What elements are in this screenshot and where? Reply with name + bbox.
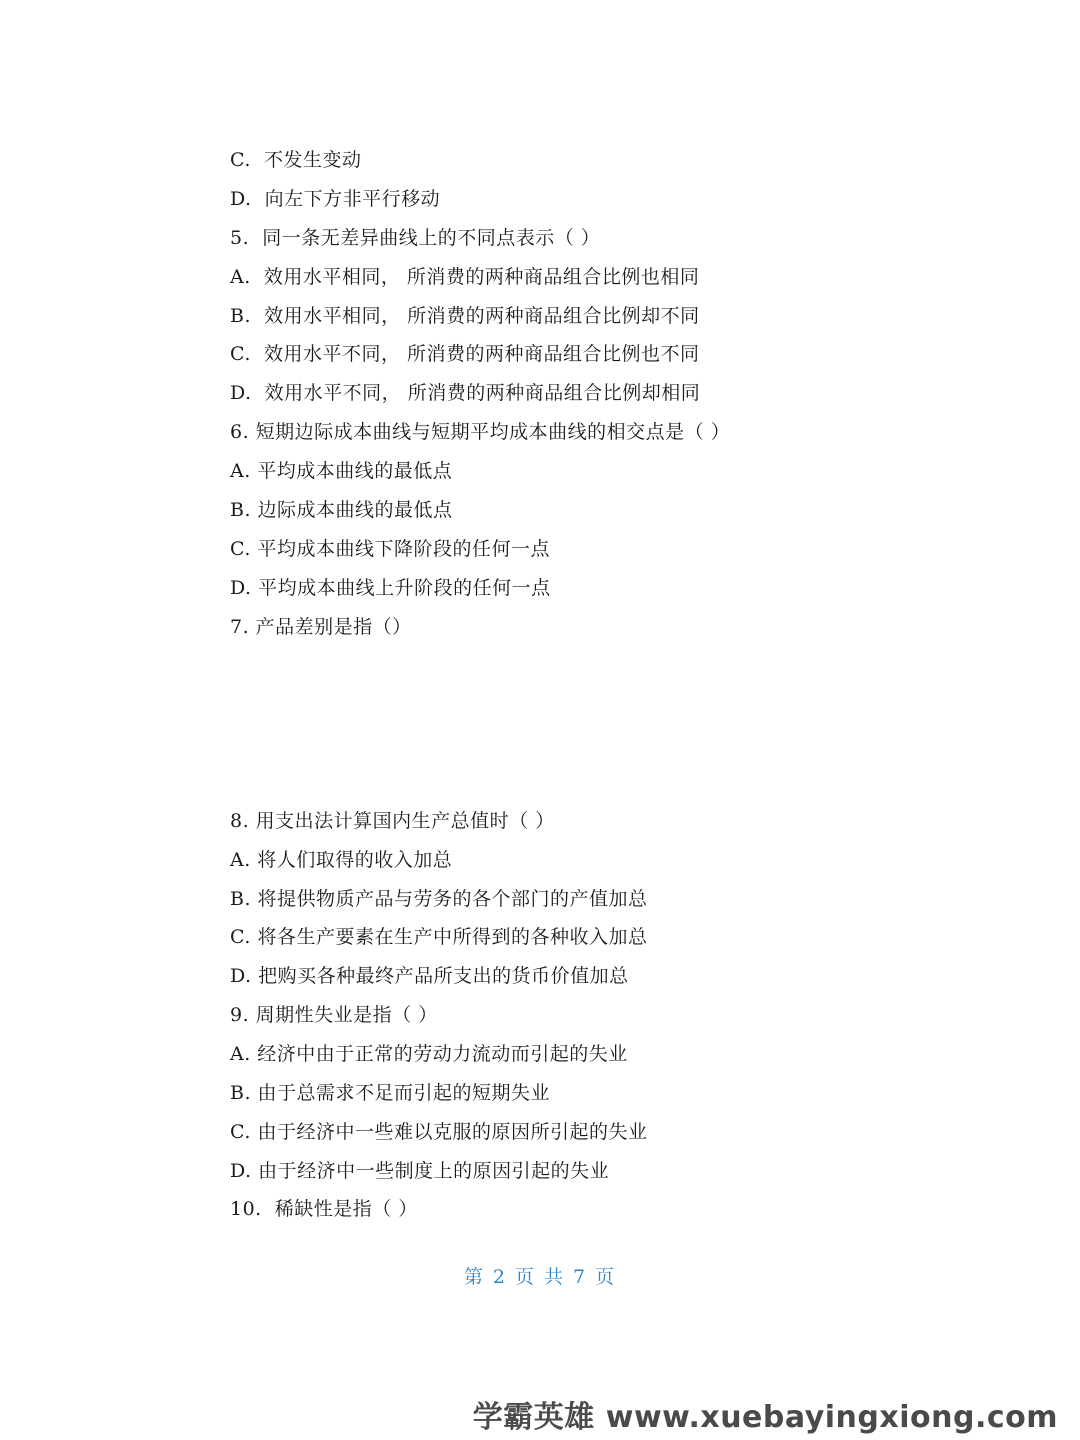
question-9-option-b: B. 由于总需求不足而引起的短期失业 bbox=[230, 1082, 551, 1104]
question-10-stem: 10. 稀缺性是指（ ） bbox=[230, 1198, 418, 1220]
question-5-option-b: B. 效用水平相同， 所消费的两种商品组合比例却不同 bbox=[230, 305, 700, 327]
question-6-option-a: A. 平均成本曲线的最低点 bbox=[230, 460, 453, 482]
question-6-option-d: D. 平均成本曲线上升阶段的任何一点 bbox=[230, 577, 551, 599]
question-5-stem: 5. 同一条无差异曲线上的不同点表示（ ） bbox=[230, 227, 601, 249]
question-8-option-a: A. 将人们取得的收入加总 bbox=[230, 849, 453, 871]
question-8-stem: 8. 用支出法计算国内生产总值时（ ） bbox=[230, 810, 555, 832]
question-8-option-b: B. 将提供物质产品与劳务的各个部门的产值加总 bbox=[230, 888, 648, 910]
question-5-option-c: C. 效用水平不同， 所消费的两种商品组合比例也不同 bbox=[230, 343, 700, 365]
question-9-stem: 9. 周期性失业是指（ ） bbox=[230, 1004, 438, 1026]
question-4-option-d: D. 向左下方非平行移动 bbox=[230, 188, 441, 210]
site-watermark: 学霸英雄 www.xuebayingxiong.com bbox=[472, 1400, 1058, 1435]
question-9-option-d: D. 由于经济中一些制度上的原因引起的失业 bbox=[230, 1160, 610, 1182]
question-6-option-b: B. 边际成本曲线的最低点 bbox=[230, 499, 453, 521]
question-9-option-a: A. 经济中由于正常的劳动力流动而引起的失业 bbox=[230, 1043, 628, 1065]
question-7-stem: 7. 产品差别是指（） bbox=[230, 616, 412, 638]
question-6-option-c: C. 平均成本曲线下降阶段的任何一点 bbox=[230, 538, 550, 560]
page-number-footer: 第 2 页 共 7 页 bbox=[463, 1266, 617, 1288]
question-9-option-c: C. 由于经济中一些难以克服的原因所引起的失业 bbox=[230, 1121, 648, 1143]
question-4-option-c: C. 不发生变动 bbox=[230, 149, 362, 171]
question-8-option-c: C. 将各生产要素在生产中所得到的各种收入加总 bbox=[230, 926, 648, 948]
question-6-stem: 6. 短期边际成本曲线与短期平均成本曲线的相交点是（ ） bbox=[230, 421, 731, 443]
question-5-option-a: A. 效用水平相同， 所消费的两种商品组合比例也相同 bbox=[230, 266, 700, 288]
question-5-option-d: D. 效用水平不同， 所消费的两种商品组合比例却相同 bbox=[230, 382, 701, 404]
question-8-option-d: D. 把购买各种最终产品所支出的货币价值加总 bbox=[230, 965, 629, 987]
